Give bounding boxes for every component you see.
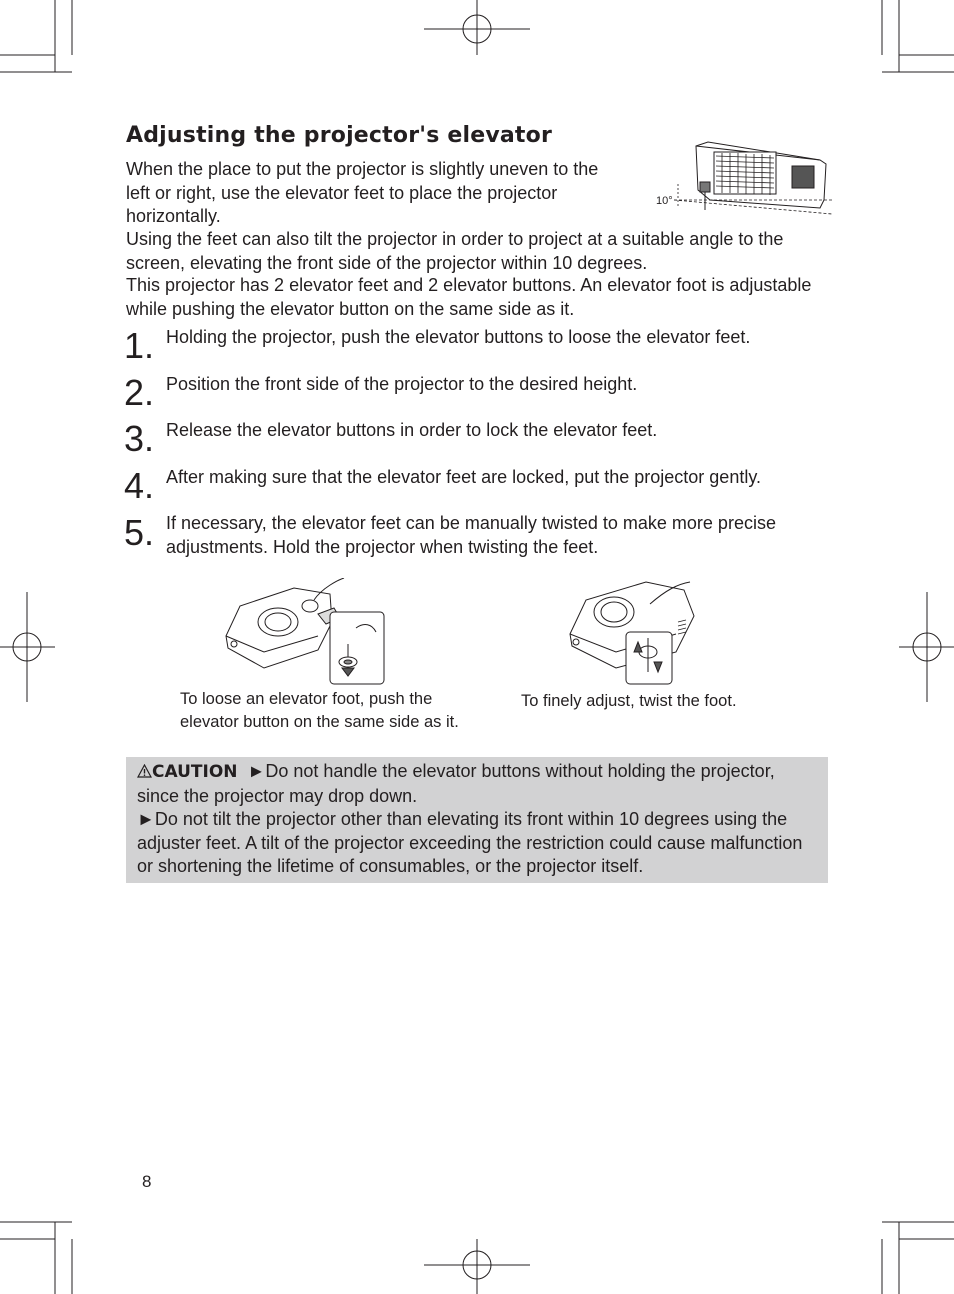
registration-target-icon bbox=[0, 592, 55, 702]
caution-label: CAUTION bbox=[152, 762, 238, 782]
crop-mark-icon bbox=[0, 0, 72, 72]
crop-mark-icon bbox=[882, 0, 954, 72]
push-button-illustration bbox=[222, 578, 390, 688]
page-number: 8 bbox=[142, 1172, 152, 1191]
registration-target-icon bbox=[424, 0, 530, 55]
twist-foot-illustration bbox=[566, 576, 696, 688]
step-text: If necessary, the elevator feet can be manually twisted to make more precise adjustments. Hold the projector when twisting the feet. bbox=[166, 513, 776, 557]
warning-triangle-icon bbox=[137, 761, 152, 781]
crop-mark-icon bbox=[882, 1222, 954, 1294]
caution-bullet: ►Do not handle the elevator buttons without holding the projector, since the projector may drop down. bbox=[137, 761, 775, 806]
step-number: 4. bbox=[124, 465, 155, 506]
step-number: 3. bbox=[124, 418, 155, 459]
caution-box bbox=[126, 757, 828, 883]
section-heading: Adjusting the projector's elevator bbox=[126, 123, 552, 148]
step-number: 1. bbox=[124, 325, 155, 366]
intro-paragraph: When the place to put the projector is slightly uneven to the left or right, use the elevator feet to place the projector horizontally. bbox=[126, 159, 599, 226]
crop-mark-icon bbox=[0, 1222, 72, 1294]
figure-caption-twist: To finely adjust, twist the foot. bbox=[521, 692, 737, 710]
figure-caption-push: To loose an elevator foot, push the elevator button on the same side as it. bbox=[180, 690, 459, 731]
step-number: 5. bbox=[124, 512, 155, 553]
caution-bullet: ►Do not tilt the projector other than elevating its front within 10 degrees using the adjuster feet. A tilt of the projector exceeding the restriction could cause malfunction or shortening the lifetime of consumables, or the projector itself. bbox=[137, 809, 803, 876]
paragraph-tilt: Using the feet can also tilt the projector in order to project at a suitable angle to the screen, elevating the front side of the projector within 10 degrees. bbox=[126, 229, 784, 273]
registration-target-icon bbox=[899, 592, 954, 702]
step-number: 2. bbox=[124, 372, 155, 413]
caution-first-line bbox=[137, 760, 818, 808]
step-text: Release the elevator buttons in order to lock the elevator feet. bbox=[166, 420, 658, 440]
step-text: Position the front side of the projector to the desired height. bbox=[166, 374, 638, 394]
step-text: Holding the projector, push the elevator buttons to loose the elevator feet. bbox=[166, 327, 751, 347]
projector-tilt-illustration bbox=[650, 138, 832, 218]
tilt-angle-label: 10° bbox=[656, 195, 673, 207]
step-text: After making sure that the elevator feet are locked, put the projector gently. bbox=[166, 467, 761, 487]
registration-target-icon bbox=[424, 1239, 530, 1294]
paragraph-feet: This projector has 2 elevator feet and 2 elevator buttons. An elevator foot is adjustable while pushing the elevator button on the same side as it. bbox=[126, 275, 812, 319]
